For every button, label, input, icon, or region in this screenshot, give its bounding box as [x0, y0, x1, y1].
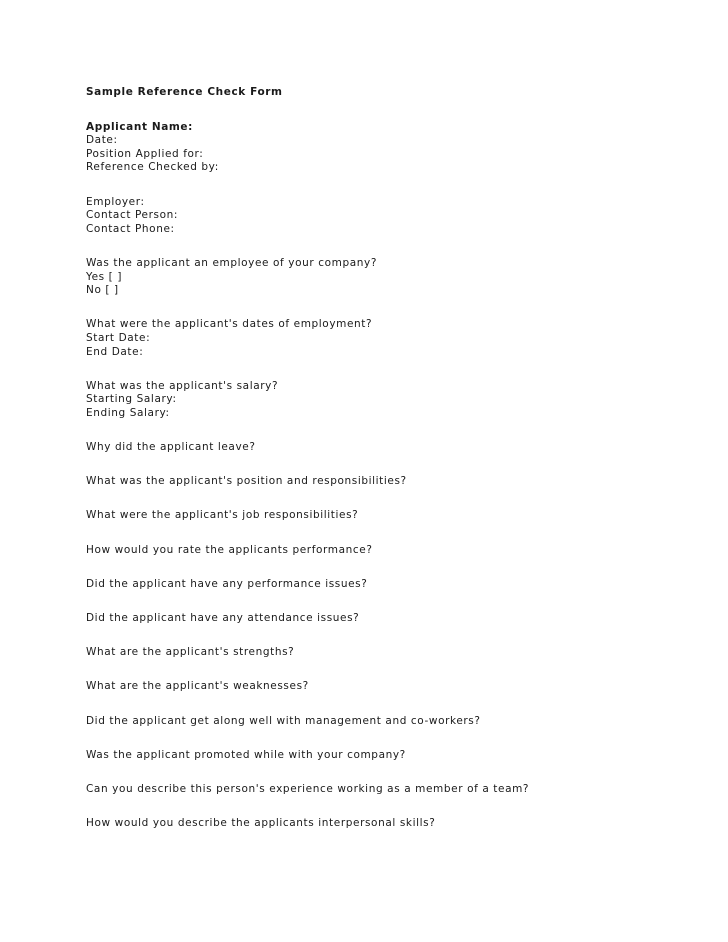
salary-question: What was the applicant's salary?	[86, 379, 279, 392]
question-item: Can you describe this person's experience working as a member of a team?	[86, 782, 530, 795]
question-item: What are the applicant's weaknesses?	[86, 680, 309, 693]
question-item: Did the applicant have any attendance issues?	[86, 612, 360, 624]
form-title: Sample Reference Check Form	[86, 86, 283, 98]
question-item: How would you rate the applicants performance?	[86, 543, 373, 556]
dates-question-section	[86, 318, 686, 359]
employer-label: Employer:	[86, 195, 145, 208]
yes-option: Yes [ ]	[86, 270, 123, 283]
applicant-name-label: Applicant Name:	[86, 120, 193, 133]
question-item: What was the applicant's position and responsibilities?	[86, 475, 407, 488]
contact-person-label: Contact Person:	[86, 209, 179, 222]
end-date-label: End Date:	[86, 345, 144, 358]
question-item: Why did the applicant leave?	[86, 441, 256, 454]
position-applied-label: Position Applied for:	[86, 147, 204, 160]
starting-salary-label: Starting Salary:	[86, 393, 177, 406]
question-item: What were the applicant's job responsibilities?	[86, 509, 359, 522]
date-label: Date:	[86, 134, 118, 147]
dates-question: What were the applicant's dates of employment?	[86, 318, 373, 331]
employee-question: Was the applicant an employee of your company?	[86, 256, 378, 269]
reference-checked-by-label: Reference Checked by:	[86, 161, 219, 174]
question-item: What are the applicant's strengths?	[86, 646, 295, 659]
ending-salary-label: Ending Salary:	[86, 406, 170, 419]
question-item: Did the applicant have any performance issues?	[86, 577, 368, 590]
no-option: No [ ]	[86, 284, 119, 297]
employee-question-section	[86, 257, 686, 298]
applicant-section	[86, 121, 686, 175]
question-item: How would you describe the applicants interpersonal skills?	[86, 817, 436, 830]
start-date-label: Start Date:	[86, 331, 151, 344]
contact-phone-label: Contact Phone:	[86, 222, 175, 235]
question-item: Did the applicant get along well with management and co-workers?	[86, 714, 481, 727]
salary-question-section	[86, 380, 686, 421]
reference-check-form	[86, 86, 686, 851]
question-item: Was the applicant promoted while with your company?	[86, 748, 406, 761]
employer-section	[86, 196, 686, 237]
